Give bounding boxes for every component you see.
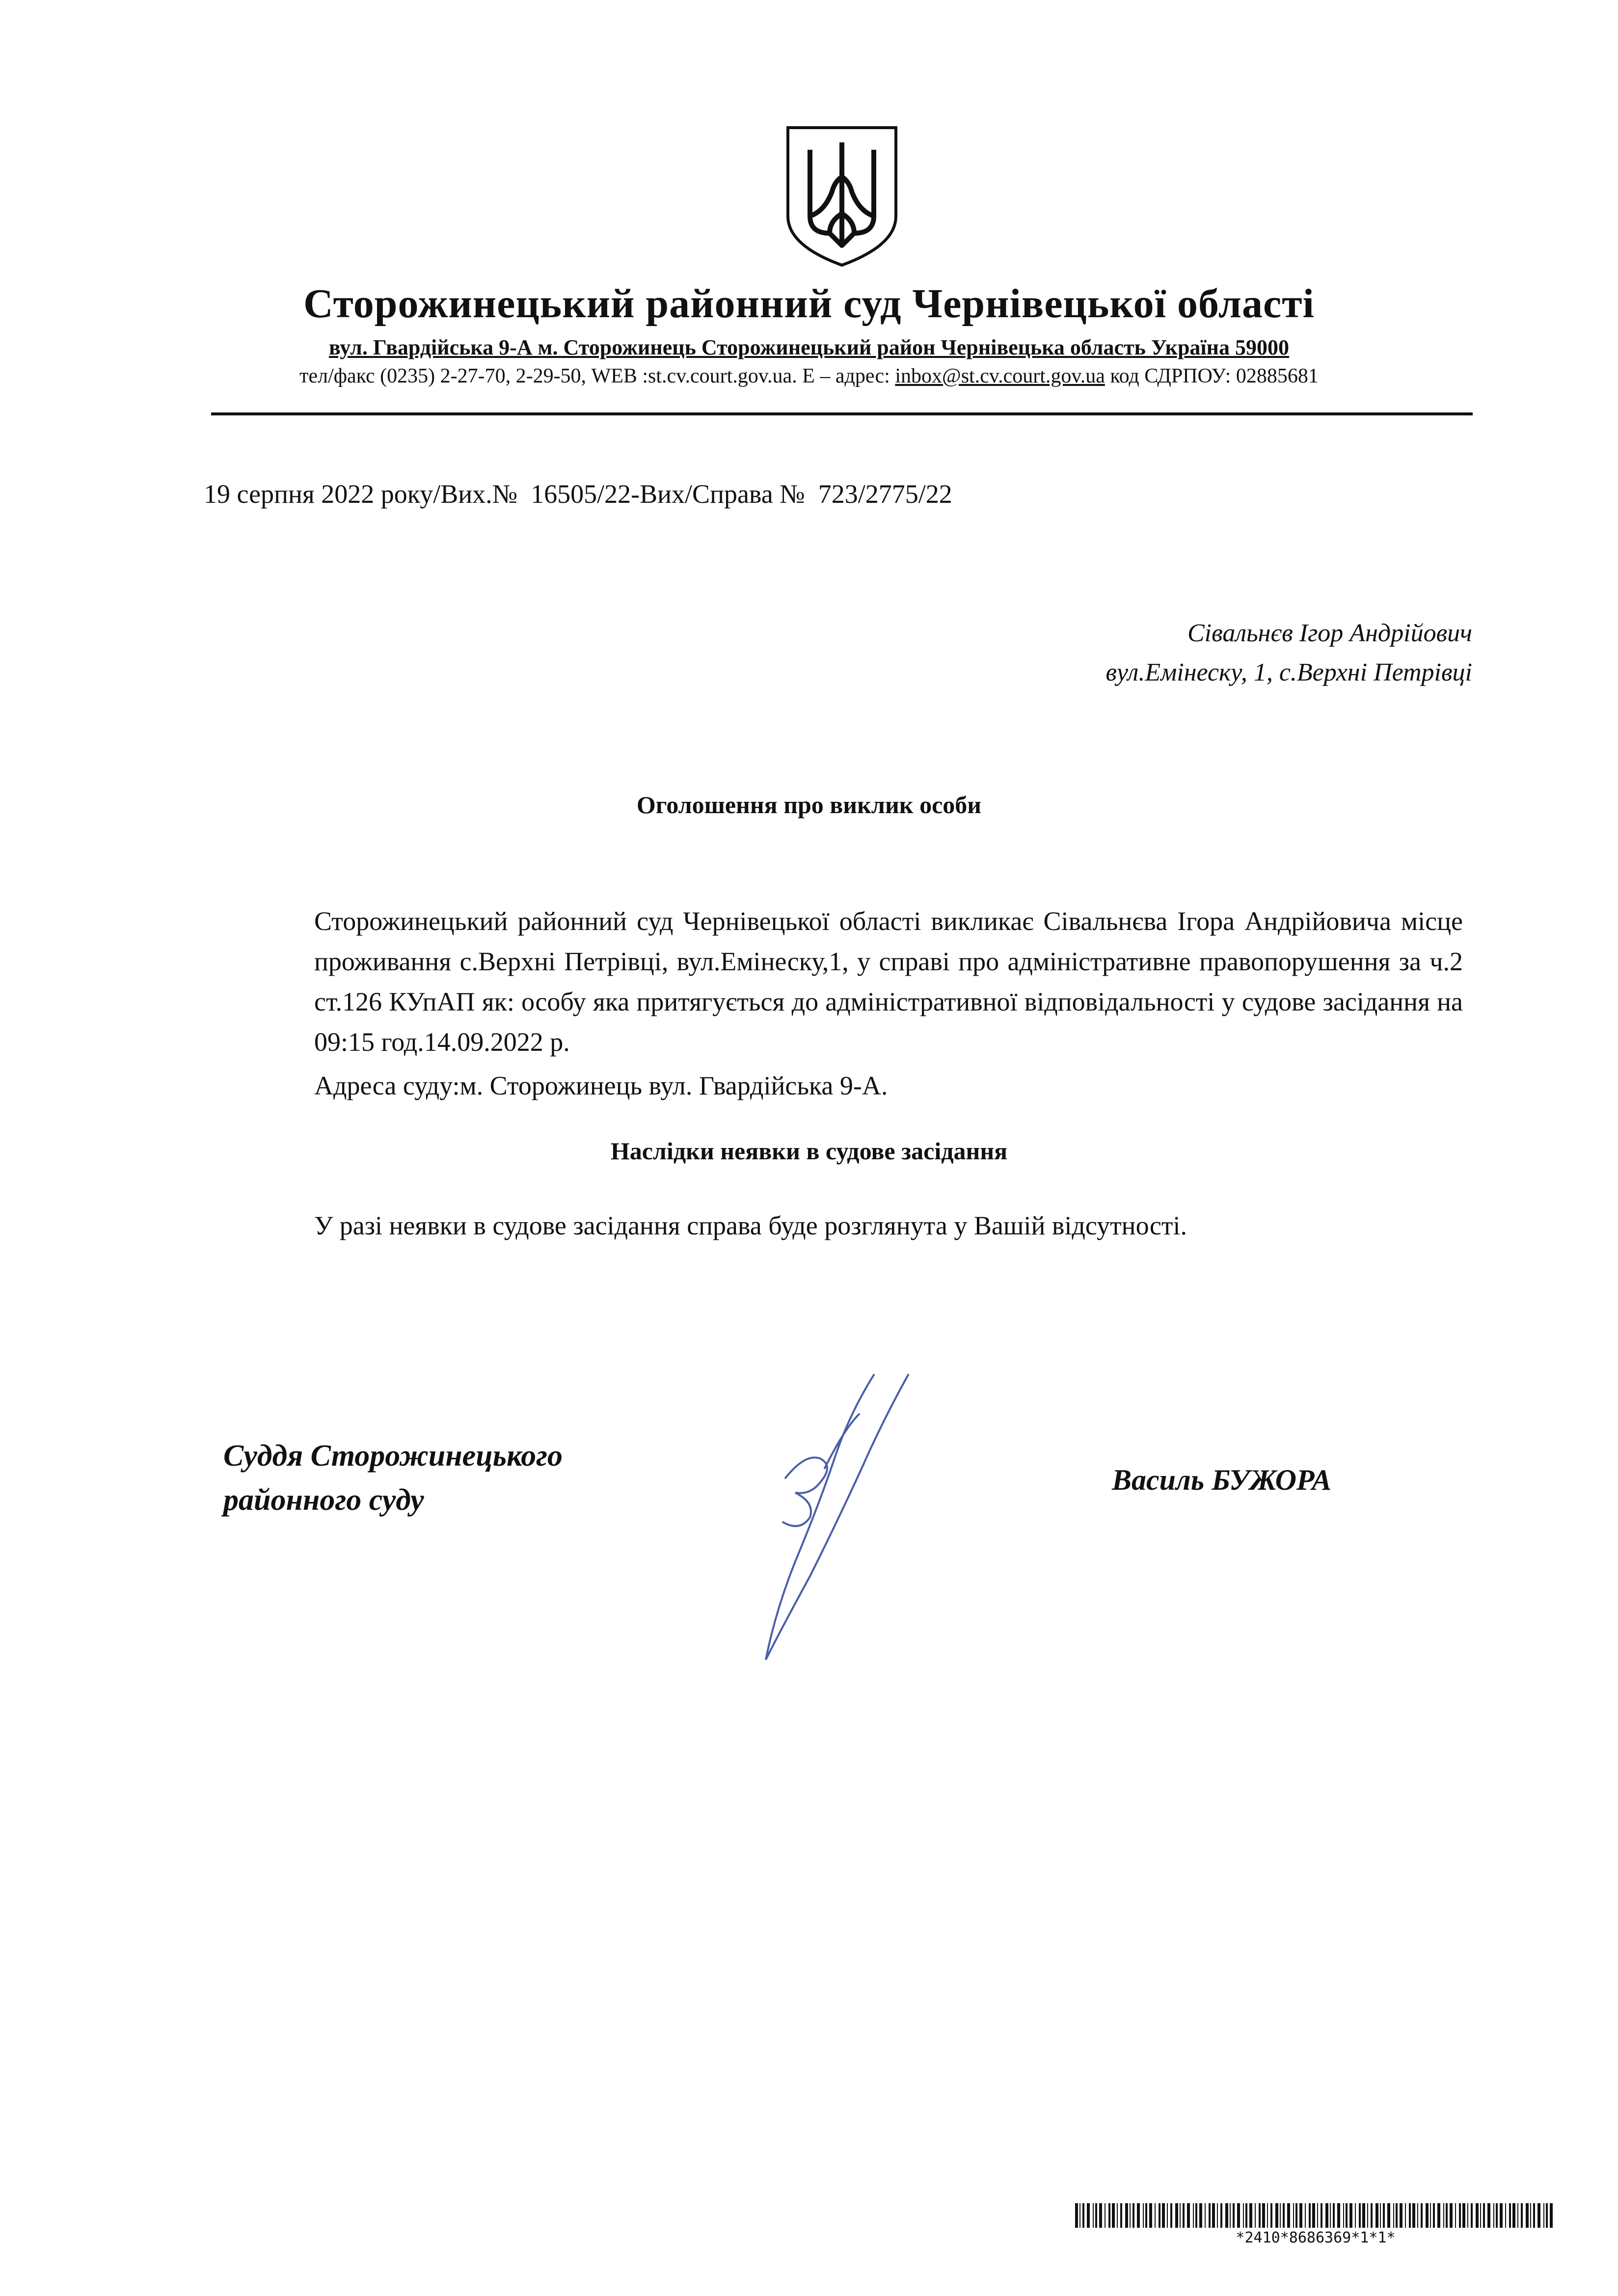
barcode-bar [1312, 2203, 1315, 2228]
barcode-bar [1193, 2203, 1194, 2228]
barcode-bar [1417, 2203, 1418, 2228]
barcode-bar [1517, 2203, 1518, 2228]
barcode-bar [1082, 2203, 1084, 2228]
notice-title: Оголошення про виклик особи [636, 791, 982, 819]
judge-title-line2: районного суду [223, 1483, 424, 1517]
barcode-bar [1550, 2203, 1553, 2228]
barcode-bar [1243, 2203, 1244, 2228]
email-link[interactable]: inbox@st.cv.court.gov.ua [895, 365, 1105, 387]
barcode-bar [1130, 2203, 1131, 2228]
barcode-bar [1133, 2203, 1134, 2228]
barcode-bar [1087, 2203, 1090, 2228]
barcode-bar [1309, 2203, 1311, 2228]
barcode-bar [1299, 2203, 1302, 2228]
recipient-name: Сівальнєв Ігор Андрійович [1187, 619, 1472, 647]
barcode-bar [1383, 2203, 1385, 2228]
barcode-bar [1167, 2203, 1168, 2228]
contacts-prefix: тел/факс (0235) 2-27-70, 2-29-50, WEB :st.cv.court.gov.ua. E – адрес: [299, 365, 895, 387]
barcode-bar [1337, 2203, 1340, 2228]
barcode-bar [1405, 2203, 1406, 2228]
barcode-bar [1225, 2203, 1228, 2228]
barcode-bar [1387, 2203, 1390, 2228]
barcode-bar [1293, 2203, 1294, 2228]
barcode-bar [1346, 2203, 1348, 2228]
barcode-bar [1430, 2203, 1431, 2228]
court-name-heading: Сторожинецький районний суд Чернівецької області [303, 281, 1315, 327]
barcode-bar [1526, 2203, 1529, 2228]
barcode-bar [1155, 2203, 1156, 2228]
barcode-bar [1249, 2203, 1252, 2228]
barcode-bar [1305, 2203, 1306, 2228]
barcode-bar [1362, 2203, 1365, 2228]
barcode-bar [1170, 2203, 1172, 2228]
notice-body [314, 901, 1463, 1062]
barcode-bar [1400, 2203, 1402, 2228]
barcode-bar [1537, 2203, 1540, 2228]
barcode-bar [1099, 2203, 1102, 2228]
barcode-bar [1333, 2203, 1335, 2228]
recipient-address: вул.Емінеску, 1, с.Верхні Петрівці [1106, 658, 1472, 686]
barcode-bar [1412, 2203, 1415, 2228]
barcode-bar [1321, 2203, 1322, 2228]
header-divider [211, 412, 1473, 415]
notice-body-paragraph: Сторожинецький районний суд Чернівецької області викликає Сівальнєва Ігора Андрійовича місце проживання с.Верхні Петрівці, вул.Емінеску,1, у справі про адміністративне правопорушення за ч.2 ст.126 КУпАП як: особу яка притягується до адміністративної відповідальності у судове засідання на 09:15 год.14.09.2022 р. [314, 906, 1463, 1057]
barcode-bar [1317, 2203, 1318, 2228]
barcode-bar [1270, 2203, 1272, 2228]
barcode-bar [1462, 2203, 1465, 2228]
outgoing-reference: 19 серпня 2022 року/Вих.№ 16505/22-Вих/Справа № 723/2775/22 [204, 479, 952, 509]
barcode-bar [1330, 2203, 1331, 2228]
judge-title [223, 1434, 563, 1522]
barcode-bar [1471, 2203, 1473, 2228]
barcode-bar [1267, 2203, 1268, 2228]
barcode-bar [1245, 2203, 1247, 2228]
consequences-title: Наслідки неявки в судове засідання [610, 1137, 1008, 1165]
barcode-bar [1199, 2203, 1202, 2228]
barcode-bar [1496, 2203, 1498, 2228]
barcode-bar [1349, 2203, 1352, 2228]
barcode-bar [1512, 2203, 1515, 2228]
barcode-bar [1367, 2203, 1368, 2228]
barcode-bar [1159, 2203, 1160, 2228]
barcode-bar [1125, 2203, 1128, 2228]
barcode [1075, 2203, 1556, 2228]
barcode-bar [1355, 2203, 1356, 2228]
barcode-bar [1393, 2203, 1394, 2228]
barcode-bar [1162, 2203, 1165, 2228]
barcode-bar [1396, 2203, 1398, 2228]
barcode-bar [1371, 2203, 1373, 2228]
barcode-bar [1487, 2203, 1490, 2228]
barcode-bar [1421, 2203, 1423, 2228]
barcode-bar [1237, 2203, 1240, 2228]
barcode-bar [1217, 2203, 1218, 2228]
barcode-bar [1149, 2203, 1152, 2228]
judge-name: Василь БУЖОРА [1112, 1464, 1332, 1496]
barcode-bar [1500, 2203, 1503, 2228]
barcode-bar [1295, 2203, 1297, 2228]
barcode-bar [1093, 2203, 1094, 2228]
barcode-bar [1283, 2203, 1285, 2228]
barcode-bar [1262, 2203, 1265, 2228]
barcode-bar [1521, 2203, 1523, 2228]
consequences-text: У разі неявки в судове засідання справа буде розглянута у Вашій відсутності. [314, 1211, 1187, 1240]
barcode-bar [1205, 2203, 1206, 2228]
barcode-bar [1343, 2203, 1344, 2228]
handwritten-signature [736, 1355, 1080, 1679]
barcode-bar [1075, 2203, 1078, 2228]
barcode-bar [1095, 2203, 1097, 2228]
barcode-bar [1183, 2203, 1185, 2228]
barcode-bar [1505, 2203, 1506, 2228]
barcode-bar [1467, 2203, 1468, 2228]
barcode-bar [1480, 2203, 1481, 2228]
barcode-bar [1359, 2203, 1361, 2228]
barcode-bar [1137, 2203, 1140, 2228]
barcode-bar [1105, 2203, 1106, 2228]
barcode-bar [1409, 2203, 1411, 2228]
barcode-bar [1187, 2203, 1190, 2228]
barcode-bar [1280, 2203, 1281, 2228]
barcode-bar [1143, 2203, 1144, 2228]
barcode-bar [1145, 2203, 1147, 2228]
barcode-bar [1493, 2203, 1494, 2228]
barcode-bar [1375, 2203, 1378, 2228]
barcode-number: *2410*8686369*1*1* [1236, 2229, 1396, 2246]
barcode-bar [1530, 2203, 1531, 2228]
barcode-bar [1212, 2203, 1215, 2228]
barcode-bar [1443, 2203, 1444, 2228]
barcode-bar [1259, 2203, 1261, 2228]
barcode-bar [1180, 2203, 1181, 2228]
barcode-bar [1509, 2203, 1511, 2228]
barcode-bar [1112, 2203, 1115, 2228]
coat-of-arms-emblem [783, 123, 901, 270]
court-address-line: вул. Гвардійська 9-А м. Сторожинець Сторожинецький район Чернівецька область Україна 59000 [328, 335, 1290, 359]
barcode-bar [1195, 2203, 1197, 2228]
barcode-bar [1446, 2203, 1448, 2228]
barcode-bar [1275, 2203, 1278, 2228]
barcode-bar [1325, 2203, 1328, 2228]
barcode-bar [1476, 2203, 1479, 2228]
barcode-bar [1437, 2203, 1440, 2228]
barcode-bar [1483, 2203, 1485, 2228]
court-contacts-line [0, 364, 1618, 388]
barcode-bar [1255, 2203, 1256, 2228]
barcode-bar [1175, 2203, 1178, 2228]
barcode-bar [1287, 2203, 1290, 2228]
barcode-bar [1079, 2203, 1080, 2228]
barcode-bar [1120, 2203, 1122, 2228]
barcode-bar [1426, 2203, 1429, 2228]
court-address-note: Адреса суду:м. Сторожинець вул. Гвардійська 9-А. [314, 1071, 888, 1100]
barcode-bar [1455, 2203, 1456, 2228]
barcode-bar [1233, 2203, 1235, 2228]
contacts-suffix: код СДРПОУ: 02885681 [1105, 365, 1319, 387]
barcode-bar [1117, 2203, 1118, 2228]
barcode-bar [1546, 2203, 1548, 2228]
judge-title-line1: Суддя Сторожинецького [223, 1439, 563, 1473]
barcode-bar [1209, 2203, 1211, 2228]
barcode-bar [1533, 2203, 1535, 2228]
barcode-bar [1433, 2203, 1435, 2228]
barcode-bar [1543, 2203, 1544, 2228]
barcode-bar [1108, 2203, 1110, 2228]
barcode-bar [1230, 2203, 1231, 2228]
barcode-bar [1380, 2203, 1381, 2228]
barcode-bar [1459, 2203, 1461, 2228]
barcode-bar [1220, 2203, 1222, 2228]
barcode-bar [1450, 2203, 1453, 2228]
